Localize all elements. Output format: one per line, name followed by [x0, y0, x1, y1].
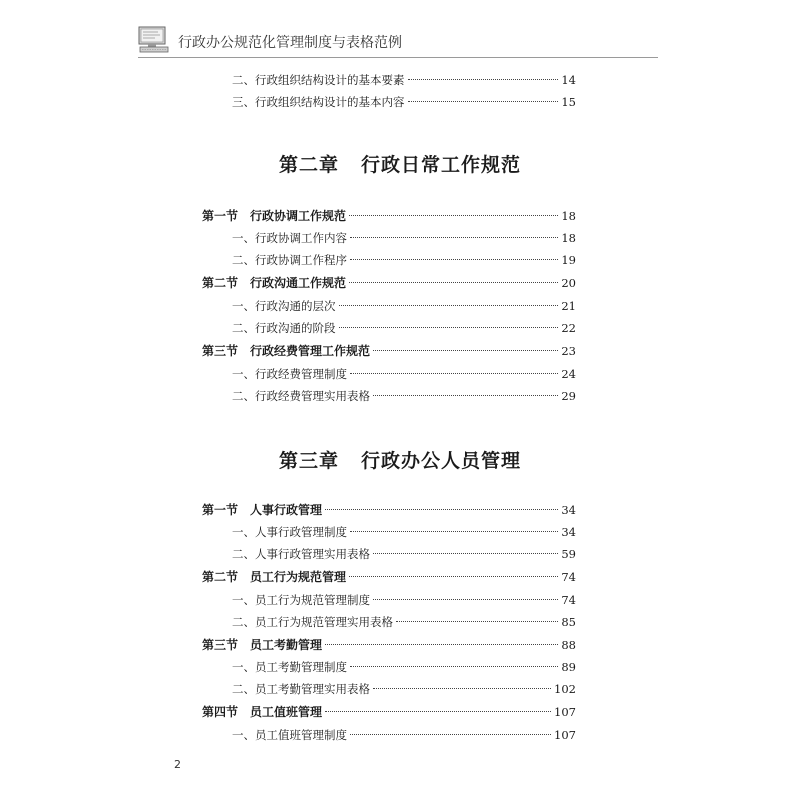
dot-leader	[350, 259, 558, 260]
dot-leader	[373, 688, 551, 689]
dot-leader	[350, 237, 558, 238]
dot-leader	[408, 101, 559, 102]
entry-number: 二、	[232, 73, 255, 87]
dot-leader	[349, 215, 558, 216]
section-number: 第一节	[202, 503, 239, 517]
dot-leader	[373, 599, 558, 600]
toc-entry[interactable]	[232, 725, 576, 745]
chapter-number: 第三章	[278, 450, 339, 472]
toc-entry[interactable]	[232, 679, 576, 699]
book-title: 行政办公规范化管理制度与表格范例	[178, 35, 402, 51]
entry-number: 二、	[232, 547, 255, 561]
entry-title: 员工值班管理制度	[255, 728, 347, 742]
entry-page: 24	[561, 367, 576, 381]
dot-leader	[408, 79, 559, 80]
entry-title: 行政沟通的层次	[255, 299, 336, 313]
entry-title: 员工行为规范管理实用表格	[255, 615, 393, 629]
entry-title: 行政组织结构设计的基本要素	[255, 73, 405, 87]
section-number: 第四节	[202, 705, 239, 719]
section-title: 行政协调工作规范	[250, 209, 347, 223]
entry-number: 三、	[232, 95, 255, 109]
entry-page: 74	[561, 593, 576, 607]
entry-page: 18	[561, 231, 576, 245]
entry-page: 85	[561, 615, 576, 629]
entry-page: 19	[561, 253, 576, 267]
entry-page: 20	[561, 276, 576, 290]
entry-number: 一、	[232, 231, 255, 245]
computer-monitor-icon	[138, 24, 170, 54]
section-number: 第一节	[202, 209, 239, 223]
entry-page: 14	[561, 73, 576, 87]
chapter-heading[interactable]	[200, 150, 600, 177]
dot-leader	[373, 553, 558, 554]
section-title: 行政经费管理工作规范	[250, 344, 371, 358]
section-title: 员工值班管理	[250, 705, 323, 719]
entry-number: 一、	[232, 593, 255, 607]
dot-leader	[396, 621, 558, 622]
toc-entry[interactable]	[232, 612, 576, 632]
entry-page: 21	[561, 299, 576, 313]
entry-page: 22	[561, 321, 576, 335]
entry-title: 行政协调工作内容	[255, 231, 347, 245]
section-title: 员工考勤管理	[250, 638, 323, 652]
entry-page: 15	[561, 95, 576, 109]
toc-entry[interactable]	[232, 250, 576, 270]
entry-page: 88	[561, 638, 576, 652]
section-title: 人事行政管理	[250, 503, 323, 517]
entry-page: 102	[554, 682, 576, 696]
dot-leader	[325, 711, 551, 712]
section-number: 第二节	[202, 276, 239, 290]
toc-entry[interactable]	[232, 318, 576, 338]
toc-section[interactable]	[202, 500, 576, 520]
dot-leader	[339, 305, 559, 306]
toc-section[interactable]	[202, 206, 576, 226]
entry-number: 一、	[232, 299, 255, 313]
entry-title: 员工考勤管理制度	[255, 660, 347, 674]
section-title: 员工行为规范管理	[250, 570, 347, 584]
entry-page: 107	[554, 705, 576, 719]
page-number: 2	[174, 758, 181, 771]
section-number: 第三节	[202, 344, 239, 358]
entry-title: 行政沟通的阶段	[255, 321, 336, 335]
chapter-number: 第二章	[278, 154, 339, 176]
toc-entry[interactable]	[232, 364, 576, 384]
section-number: 第二节	[202, 570, 239, 584]
running-header	[138, 24, 658, 58]
entry-page: 29	[561, 389, 576, 403]
section-number: 第三节	[202, 638, 239, 652]
toc-entry[interactable]	[232, 228, 576, 248]
toc-entry[interactable]	[232, 544, 576, 564]
section-title: 行政沟通工作规范	[250, 276, 347, 290]
toc-section[interactable]	[202, 273, 576, 293]
entry-title: 行政组织结构设计的基本内容	[255, 95, 405, 109]
header-divider	[138, 57, 658, 58]
entry-title: 员工考勤管理实用表格	[255, 682, 370, 696]
dot-leader	[350, 666, 558, 667]
toc-entry[interactable]	[232, 590, 576, 610]
entry-page: 89	[561, 660, 576, 674]
dot-leader	[349, 282, 558, 283]
entry-title: 行政协调工作程序	[255, 253, 347, 267]
entry-page: 34	[561, 525, 576, 539]
entry-number: 二、	[232, 615, 255, 629]
entry-number: 二、	[232, 253, 255, 267]
entry-page: 34	[561, 503, 576, 517]
entry-page: 23	[561, 344, 576, 358]
dot-leader	[373, 350, 558, 351]
toc-entry[interactable]	[232, 70, 576, 90]
entry-number: 二、	[232, 389, 255, 403]
entry-number: 一、	[232, 367, 255, 381]
toc-entry[interactable]	[232, 296, 576, 316]
dot-leader	[350, 531, 558, 532]
entry-page: 18	[561, 209, 576, 223]
entry-number: 二、	[232, 682, 255, 696]
toc-entry[interactable]	[232, 522, 576, 542]
entry-title: 人事行政管理制度	[255, 525, 347, 539]
dot-leader	[350, 373, 558, 374]
entry-title: 人事行政管理实用表格	[255, 547, 370, 561]
entry-title: 行政经费管理制度	[255, 367, 347, 381]
entry-number: 二、	[232, 321, 255, 335]
chapter-heading[interactable]	[200, 446, 600, 473]
chapter-title: 行政日常工作规范	[361, 154, 522, 176]
dot-leader	[350, 734, 551, 735]
entry-number: 一、	[232, 728, 255, 742]
entry-title: 行政经费管理实用表格	[255, 389, 370, 403]
entry-page: 74	[561, 570, 576, 584]
entry-number: 一、	[232, 660, 255, 674]
dot-leader	[339, 327, 559, 328]
toc-section[interactable]	[202, 635, 576, 655]
dot-leader	[349, 576, 558, 577]
dot-leader	[325, 509, 558, 510]
toc-section[interactable]	[202, 702, 576, 722]
toc-entry[interactable]	[232, 657, 576, 677]
toc-section[interactable]	[202, 567, 576, 587]
toc-section[interactable]	[202, 341, 576, 361]
dot-leader	[325, 644, 558, 645]
toc-entry[interactable]	[232, 386, 576, 406]
entry-page: 59	[561, 547, 576, 561]
dot-leader	[373, 395, 558, 396]
entry-number: 一、	[232, 525, 255, 539]
entry-title: 员工行为规范管理制度	[255, 593, 370, 607]
entry-page: 107	[554, 728, 576, 742]
chapter-title: 行政办公人员管理	[361, 450, 522, 472]
toc-entry[interactable]	[232, 92, 576, 112]
